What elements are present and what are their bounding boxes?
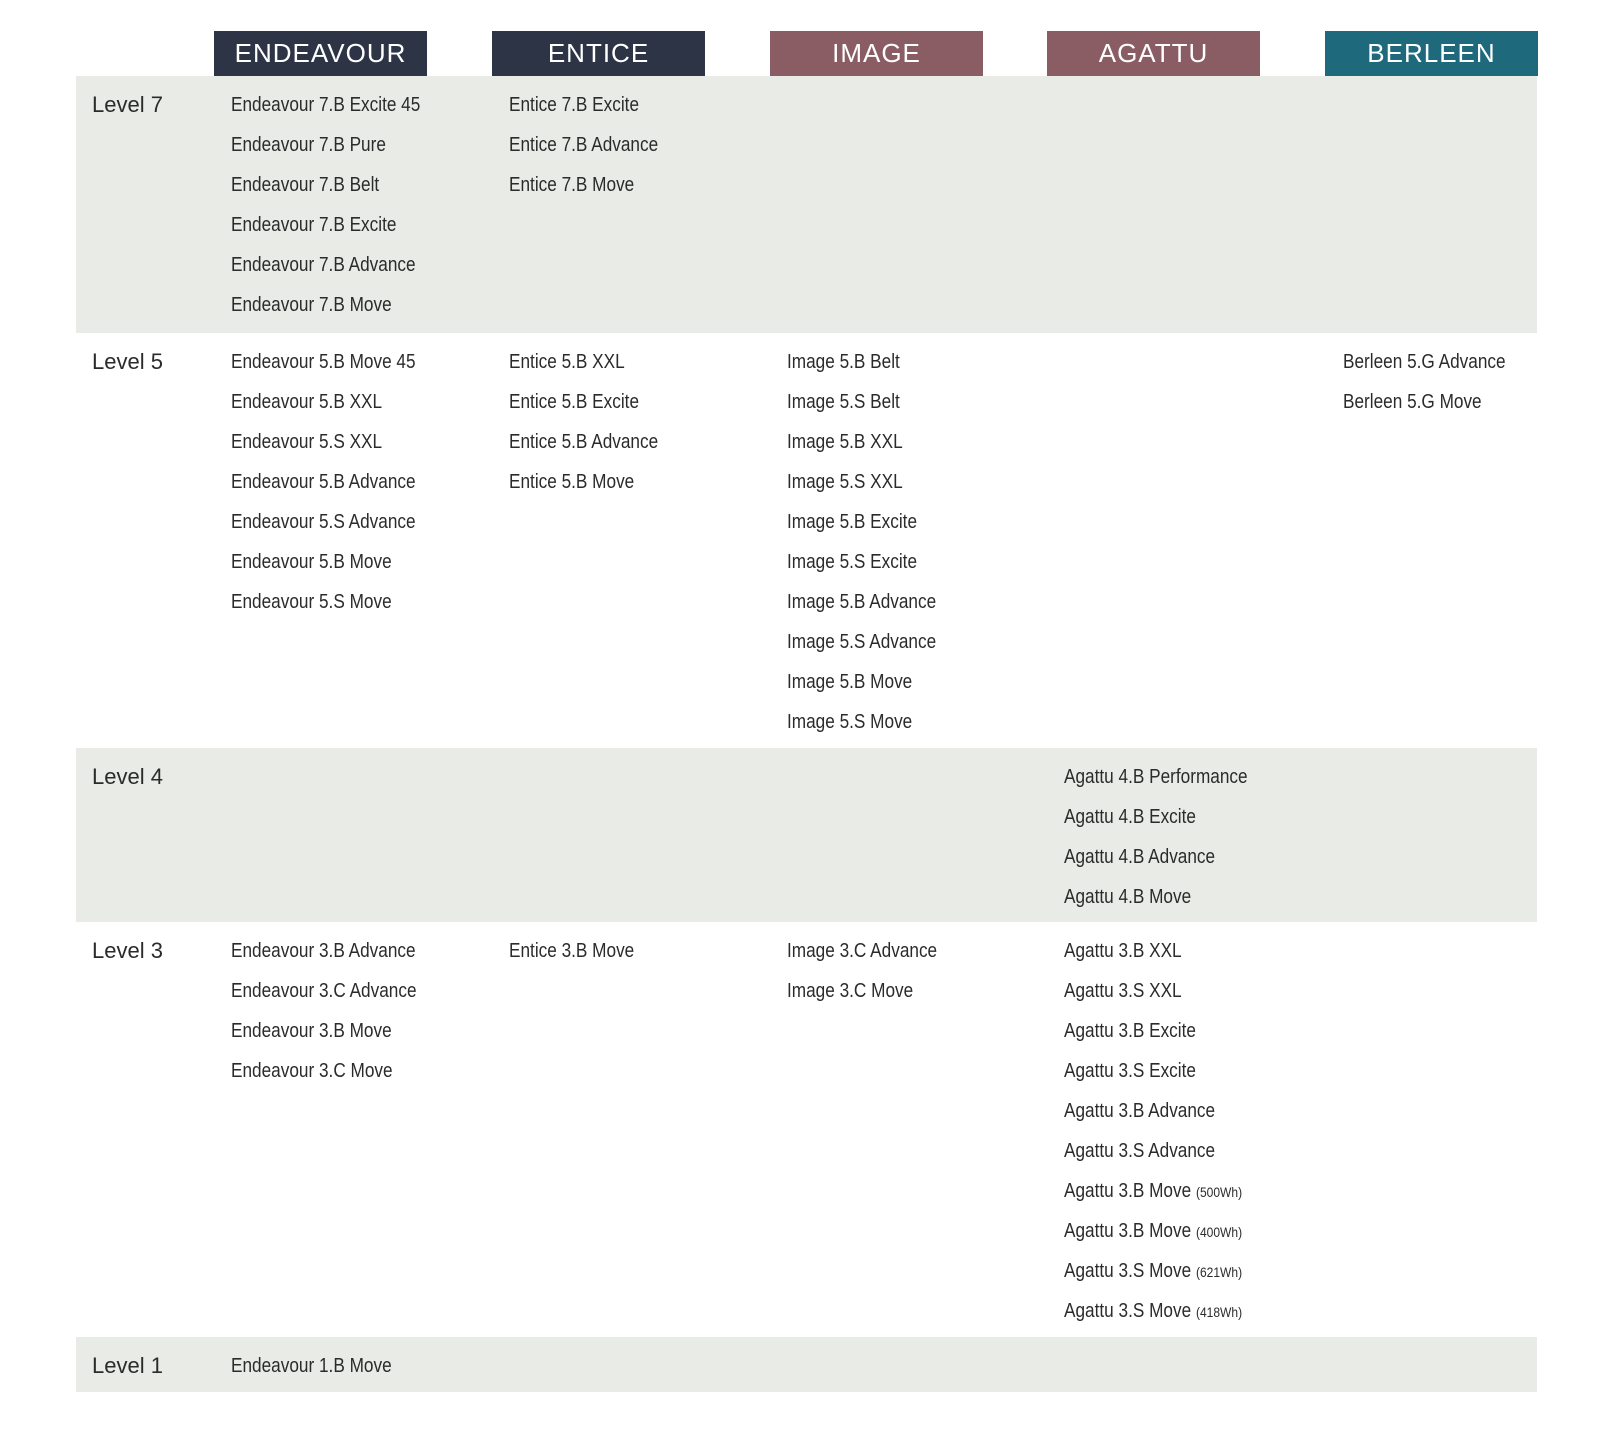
level-label: Level 5 xyxy=(92,349,163,374)
model-item: Endeavour 5.B Move xyxy=(231,551,392,573)
model-list-berleen xyxy=(1343,342,1583,422)
model-item: Image 5.S XXL xyxy=(787,471,903,493)
brand-header-berleen: BERLEEN xyxy=(1325,31,1538,76)
model-list-image xyxy=(787,931,1027,1011)
model-item: Image 5.S Excite xyxy=(787,551,918,573)
model-item: Agattu 3.B Move (400Wh) xyxy=(1064,1220,1243,1242)
model-item: Berleen 5.G Advance xyxy=(1343,351,1506,373)
model-item: Image 5.B Move xyxy=(787,671,913,693)
model-item: Endeavour 5.B Move 45 xyxy=(231,351,416,373)
model-item: Entice 7.B Move xyxy=(509,174,635,196)
model-item: Agattu 3.B Excite xyxy=(1064,1020,1196,1042)
model-item: Entice 5.B Advance xyxy=(509,431,659,453)
model-item: Image 5.B Belt xyxy=(787,351,900,373)
level-row-5 xyxy=(76,1337,1537,1392)
model-item: Image 5.B XXL xyxy=(787,431,903,453)
model-item: Agattu 3.B Advance xyxy=(1064,1100,1216,1122)
model-list-agattu xyxy=(1064,931,1304,1331)
brand-header-row xyxy=(0,31,1607,76)
model-item: Endeavour 7.B Advance xyxy=(231,254,416,276)
model-list-entice xyxy=(509,85,749,205)
model-item: Agattu 3.B Move (500Wh) xyxy=(1064,1180,1243,1202)
brand-header-entice: ENTICE xyxy=(492,31,705,76)
model-item: Agattu 4.B Performance xyxy=(1064,766,1248,788)
model-item: Entice 7.B Advance xyxy=(509,134,659,156)
model-item: Agattu 3.S Move (621Wh) xyxy=(1064,1260,1243,1282)
model-item: Entice 5.B XXL xyxy=(509,351,625,373)
model-item: Image 5.S Advance xyxy=(787,631,937,653)
level-row-3 xyxy=(76,748,1537,922)
model-item: Endeavour 3.C Move xyxy=(231,1060,393,1082)
model-list-entice xyxy=(509,342,749,502)
model-item: Endeavour 7.B Pure xyxy=(231,134,386,156)
level-label: Level 4 xyxy=(92,764,163,789)
model-item: Endeavour 5.S Advance xyxy=(231,511,416,533)
battery-note: (621Wh) xyxy=(1195,1264,1243,1280)
model-item: Entice 7.B Excite xyxy=(509,94,640,116)
model-item: Endeavour 1.B Move xyxy=(231,1355,392,1377)
model-item: Endeavour 7.B Belt xyxy=(231,174,380,196)
level-label: Level 7 xyxy=(92,92,163,117)
model-item: Endeavour 3.C Advance xyxy=(231,980,417,1002)
model-item: Endeavour 5.S XXL xyxy=(231,431,383,453)
model-item: Endeavour 5.B Advance xyxy=(231,471,416,493)
model-item: Agattu 3.B XXL xyxy=(1064,940,1182,962)
model-item: Agattu 3.S Move (418Wh) xyxy=(1064,1300,1243,1322)
model-item: Endeavour 5.S Move xyxy=(231,591,392,613)
model-item: Endeavour 7.B Excite xyxy=(231,214,397,236)
model-item: Agattu 4.B Advance xyxy=(1064,846,1216,868)
model-list-endeavour xyxy=(231,342,471,622)
model-item: Image 3.C Move xyxy=(787,980,914,1002)
battery-note: (500Wh) xyxy=(1195,1184,1243,1200)
battery-note: (418Wh) xyxy=(1195,1304,1243,1320)
model-list-endeavour xyxy=(231,1346,471,1386)
model-list-agattu xyxy=(1064,757,1304,917)
model-item: Endeavour 3.B Move xyxy=(231,1020,392,1042)
model-item: Endeavour 7.B Move xyxy=(231,294,392,316)
level-row-2 xyxy=(76,333,1537,748)
model-item: Entice 5.B Excite xyxy=(509,391,640,413)
model-item: Endeavour 3.B Advance xyxy=(231,940,416,962)
model-item: Agattu 4.B Excite xyxy=(1064,806,1196,828)
model-list-endeavour xyxy=(231,931,471,1091)
model-list-endeavour xyxy=(231,85,471,325)
level-label: Level 1 xyxy=(92,1353,163,1378)
brand-header-endeavour: ENDEAVOUR xyxy=(214,31,427,76)
model-item: Image 5.S Move xyxy=(787,711,913,733)
model-item: Agattu 3.S XXL xyxy=(1064,980,1182,1002)
level-label: Level 3 xyxy=(92,938,163,963)
model-item: Berleen 5.G Move xyxy=(1343,391,1482,413)
model-item: Entice 5.B Move xyxy=(509,471,635,493)
battery-note: (400Wh) xyxy=(1195,1224,1243,1240)
model-item: Image 3.C Advance xyxy=(787,940,938,962)
brand-header-image: IMAGE xyxy=(770,31,983,76)
model-item: Entice 3.B Move xyxy=(509,940,635,962)
brand-header-agattu: AGATTU xyxy=(1047,31,1260,76)
model-item: Agattu 4.B Move xyxy=(1064,886,1192,908)
level-row-4 xyxy=(76,922,1537,1337)
model-item: Agattu 3.S Advance xyxy=(1064,1140,1216,1162)
model-list-image xyxy=(787,342,1027,742)
model-item: Endeavour 5.B XXL xyxy=(231,391,383,413)
model-item: Image 5.B Excite xyxy=(787,511,918,533)
model-item: Image 5.S Belt xyxy=(787,391,900,413)
level-row-1 xyxy=(76,76,1537,333)
model-item: Image 5.B Advance xyxy=(787,591,937,613)
model-item: Endeavour 7.B Excite 45 xyxy=(231,94,421,116)
model-list-entice xyxy=(509,931,749,971)
model-item: Agattu 3.S Excite xyxy=(1064,1060,1196,1082)
